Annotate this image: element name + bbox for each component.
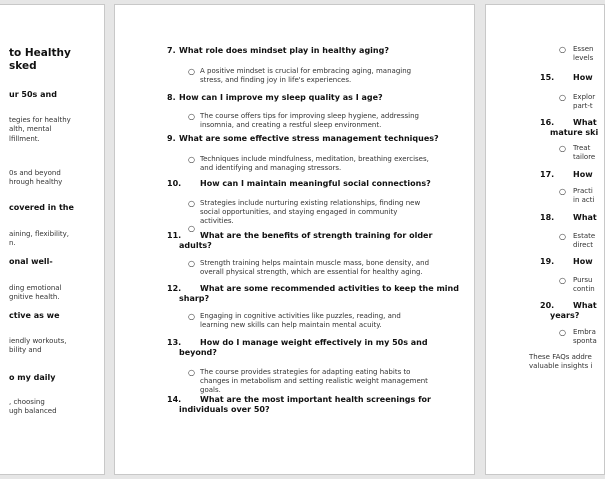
faq-question-number: 19. [540,257,555,266]
faq-question-number: 18. [540,213,555,222]
faq-question-number: 8. [167,93,176,102]
answer-fragment: alth, mental [9,125,52,133]
answer-fragment: iendly workouts, [9,337,67,345]
faq-question-number: 14. [167,395,182,404]
faq-question-fragment: years? [550,311,580,320]
faq-answer-fragment: Pursu [573,276,593,284]
faq-answer: changes in metabolism and setting realistic weight management [200,377,428,385]
faq-question-fragment: What [573,213,597,222]
bullet-icon: ○ [188,312,195,321]
answer-fragment: hrough healthy [9,178,63,186]
faq-answer: Engaging in cognitive activities like puzzles, reading, and [200,312,401,320]
bullet-icon: ○ [559,328,566,337]
bullet-icon: ○ [559,187,566,196]
faq-question-fragment: How [573,257,593,266]
faq-answer: Strategies include nurturing existing relationships, finding new [200,199,421,207]
faq-question: sharp? [179,294,210,303]
faq-question-fragment: What [573,301,597,310]
faq-answer: The course provides strategies for adapting eating habits to [200,368,411,376]
faq-answer-fragment: Practi [573,187,593,195]
bullet-icon: ○ [188,224,195,233]
faq-answer-fragment: sponta [573,337,597,345]
faq-answer-fragment: contin [573,285,595,293]
faq-question-fragment: How [573,170,593,179]
faq-answer: A positive mindset is crucial for embracing aging, managing [200,67,412,75]
bullet-icon: ○ [559,45,566,54]
faq-question: adults? [179,241,212,250]
faq-question-number: 9. [167,134,176,143]
document-page-middle [114,4,475,475]
faq-answer: overall physical strength, which are essential for healthy aging. [200,268,423,276]
faq-answer: Techniques include mindfulness, meditation, breathing exercises, [200,155,429,163]
bullet-icon: ○ [188,155,195,164]
bullet-icon: ○ [188,199,195,208]
faq-question-number: 17. [540,170,555,179]
faq-question: beyond? [179,348,217,357]
answer-fragment: aining, flexibility, [9,230,70,238]
faq-question: What are some recommended activities to keep the mind [200,284,459,293]
faq-question-fragment: How [573,73,593,82]
faq-answer-fragment: part-t [573,102,593,110]
document-page-left [0,4,105,475]
faq-answer-fragment: Essen [573,45,594,53]
faq-answer: insomnia, and creating a restful sleep environment. [200,121,382,129]
closing-paragraph: These FAQs addre [529,353,592,361]
answer-fragment: gnitive health. [9,293,60,301]
faq-answer: Strength training helps maintain muscle mass, bone density, and [200,259,430,267]
faq-answer: social opportunities, and staying engaged in community [200,208,398,216]
bullet-icon: ○ [188,112,195,121]
faq-answer: stress, and finding joy in life's experiences. [200,76,352,84]
faq-question: individuals over 50? [179,405,270,414]
faq-answer-fragment: tailore [573,153,596,161]
faq-answer: The course offers tips for improving sleep hygiene, addressing [200,112,419,120]
faq-question: How do I manage weight effectively in my 50s and [200,338,428,347]
faq-question-number: 11. [167,231,182,240]
faq-answer: and identifying and managing stressors. [200,164,342,172]
faq-question: What are some effective stress management techniques? [179,134,439,143]
faq-answer: goals. [200,386,221,394]
faq-answer-fragment: Explor [573,93,596,101]
faq-question: What are the benefits of strength training for older [200,231,433,240]
faq-question-fragment: covered in the [9,203,74,212]
answer-fragment: , choosing [9,398,45,406]
faq-question-fragment: onal well- [9,257,53,266]
faq-question: What are the most important health screenings for [200,395,431,404]
faq-question-fragment: ur 50s and [9,90,57,99]
faq-answer-fragment: direct [573,241,594,249]
faq-answer-fragment: Embra [573,328,596,336]
answer-fragment: lfillment. [9,135,40,143]
faq-question-fragment: What [573,118,597,127]
faq-question-number: 13. [167,338,182,347]
faq-question: What role does mindset play in healthy aging? [179,46,389,55]
faq-answer-fragment: Estate [573,232,596,240]
faq-question-number: 10. [167,179,182,188]
faq-question-number: 15. [540,73,555,82]
answer-fragment: n. [9,239,16,247]
page-title-line-1: to Healthy [9,47,71,59]
answer-fragment: tegies for healthy [9,116,71,124]
bullet-icon: ○ [188,368,195,377]
faq-question-number: 16. [540,118,555,127]
answer-fragment: ding emotional [9,284,62,292]
page-title-line-2: sked [9,60,37,72]
bullet-icon: ○ [559,144,566,153]
faq-question-number: 12. [167,284,182,293]
faq-question: How can I improve my sleep quality as I age? [179,93,383,102]
faq-answer-fragment: Treat [573,144,591,152]
bullet-icon: ○ [559,93,566,102]
bullet-icon: ○ [559,232,566,241]
faq-answer-fragment: in acti [573,196,595,204]
faq-question: How can I maintain meaningful social connections? [200,179,431,188]
bullet-icon: ○ [188,67,195,76]
closing-paragraph: valuable insights i [529,362,593,370]
faq-question-number: 20. [540,301,555,310]
answer-fragment: bility and [9,346,42,354]
faq-answer: learning new skills can help maintain mental acuity. [200,321,382,329]
faq-question-fragment: mature ski [550,128,599,137]
answer-fragment: ugh balanced [9,407,57,415]
faq-question-fragment: ctive as we [9,311,60,320]
faq-answer-fragment: levels [573,54,594,62]
bullet-icon: ○ [559,276,566,285]
answer-fragment: 0s and beyond [9,169,61,177]
bullet-icon: ○ [188,259,195,268]
faq-question-number: 7. [167,46,176,55]
faq-question-fragment: o my daily [9,373,56,382]
faq-answer: activities. [200,217,234,225]
document-page-right [485,4,605,475]
